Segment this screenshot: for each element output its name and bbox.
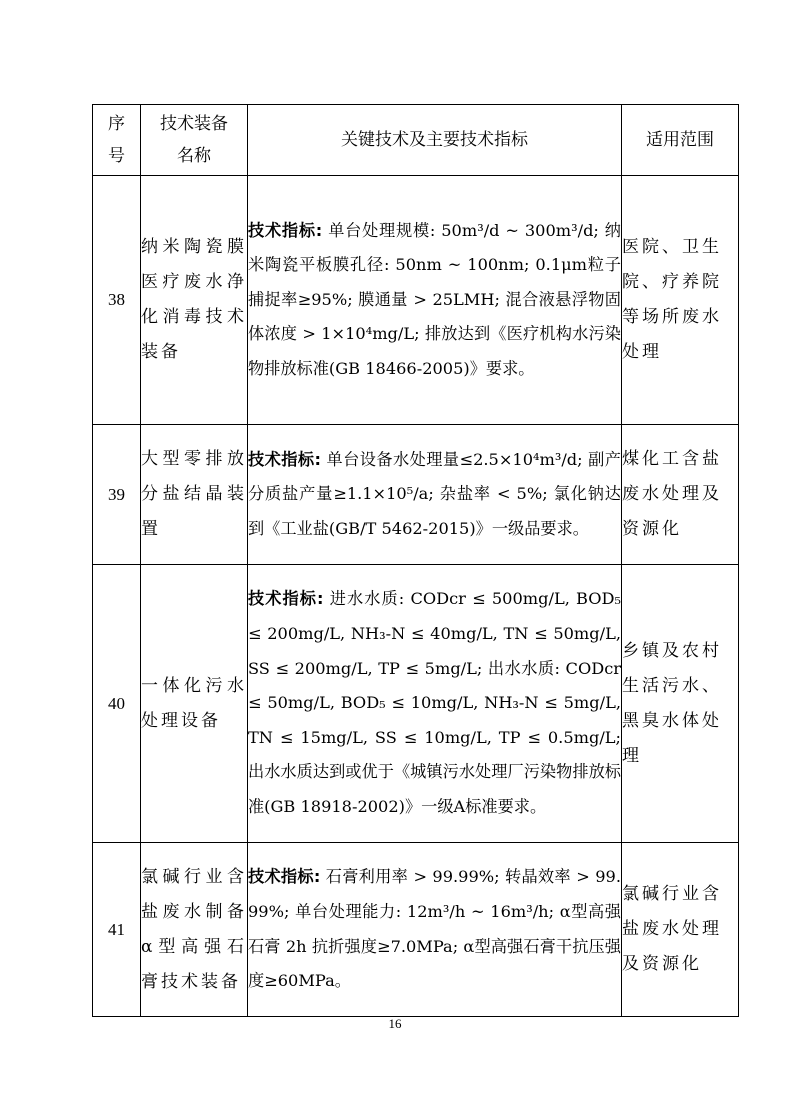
spec-label: 技术指标: — [248, 220, 323, 240]
spec-text: 单台设备水处理量≤2.5×10⁴m³/d; 副产分质盐产量≥1.1×10⁵/a; 杂盐率 < 5%; 氯化钠达到《工业盐(GB/T 5462-2015)》一级品要求。 — [248, 449, 621, 538]
row-number: 40 — [93, 565, 141, 843]
equipment-name: 纳米陶瓷膜医疗废水净化消毒技术装备 — [141, 176, 248, 425]
application-scope: 医院、卫生院、疗养院等场所废水处理 — [622, 176, 739, 425]
header-scope: 适用范围 — [622, 105, 739, 176]
tech-spec — [248, 176, 622, 425]
tech-spec — [248, 843, 622, 1017]
spec-text: 单台处理规模: 50m³/d ~ 300m³/d; 纳米陶瓷平板膜孔径: 50nm ~ 100nm; 0.1μm粒子捕捉率≥95%; 膜通量 > 25LMH; 混合液悬浮物固体浓度 > 1×10⁴mg/L; 排放达到《医疗机构水污染物排放标准(GB 18466-2005)》要求。 — [248, 220, 621, 378]
header-no: 序号 — [93, 105, 141, 176]
row-number: 38 — [93, 176, 141, 425]
header-name: 技术装备名称 — [141, 105, 248, 176]
equipment-name: 一体化污水处理设备 — [141, 565, 248, 843]
tech-spec — [248, 565, 622, 843]
equipment-name: 氯碱行业含盐废水制备α型高强石膏技术装备 — [141, 843, 248, 1017]
table-row — [93, 565, 739, 843]
row-number: 39 — [93, 425, 141, 565]
spec-label: 技术指标: — [248, 867, 321, 887]
table-row — [93, 425, 739, 565]
table-row — [93, 843, 739, 1017]
page-number: 16 — [388, 1016, 402, 1031]
spec-text: 进水水质: CODcr ≤ 500mg/L, BOD₅ ≤ 200mg/L, NH₃-N ≤ 40mg/L, TN ≤ 50mg/L, SS ≤ 200mg/L, TP ≤ 5mg/L; 出水水质: CODcr ≤ 50mg/L, BOD₅ ≤ 10mg/L, NH₃-N ≤ 5mg/L, TN ≤ 15mg/L, SS ≤ 10mg/L, TP ≤ 0.5mg/L; 出水水质达到或优于《城镇污水处理厂污染物排放标准(GB 18918-2002)》一级A标准要求。 — [248, 589, 621, 816]
spec-text: 石膏利用率 > 99.99%; 转晶效率 > 99.99%; 单台处理能力: 12m³/h ~ 16m³/h; α型高强石膏 2h 抗折强度≥7.0MPa; α型高强石膏干抗压强度≥60MPa。 — [248, 867, 621, 991]
application-scope: 乡镇及农村生活污水、黑臭水体处理 — [622, 565, 739, 843]
application-scope: 氯碱行业含盐废水处理及资源化 — [622, 843, 739, 1017]
equipment-table — [92, 104, 739, 1017]
spec-label: 技术指标: — [248, 449, 321, 469]
application-scope: 煤化工含盐废水处理及资源化 — [622, 425, 739, 565]
row-number: 41 — [93, 843, 141, 1017]
header-desc: 关键技术及主要技术指标 — [248, 105, 622, 176]
table-row — [93, 176, 739, 425]
spec-label: 技术指标: — [248, 589, 324, 609]
tech-spec — [248, 425, 622, 565]
equipment-name: 大型零排放分盐结晶装置 — [141, 425, 248, 565]
table-header-row — [93, 105, 739, 176]
